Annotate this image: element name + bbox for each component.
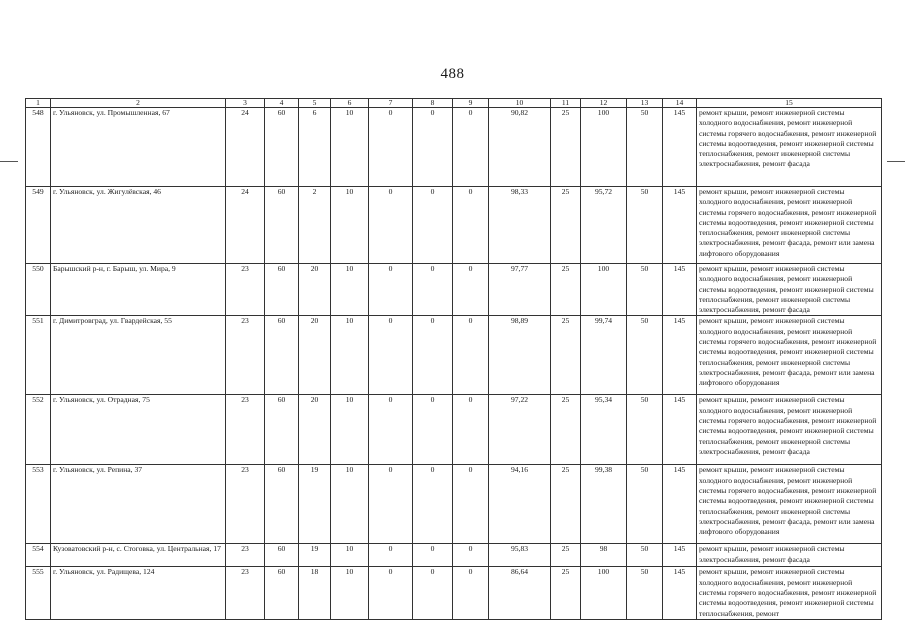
value-cell-col-9: 0 [453, 316, 489, 395]
value-cell-col-13: 50 [627, 108, 663, 187]
repair-works-cell: ремонт крыши, ремонт инженерной системы холодного водоснабжения, ремонт инженерной системы горячего водоснабжения, ремонт инженерной системы водоотведения, ремонт инженерной системы теплоснабжения, ремонт [697, 567, 882, 619]
value-cell-col-4: 60 [265, 567, 299, 619]
value-cell-col-7: 0 [369, 567, 413, 619]
table-row [26, 316, 882, 395]
value-cell-col-12: 100 [581, 108, 627, 187]
value-cell-col-10: 94,16 [489, 465, 551, 544]
value-cell-col-5: 20 [299, 264, 331, 316]
column-header-6: 6 [331, 99, 369, 108]
address-cell: г. Ульяновск, ул. Отрадная, 75 [51, 395, 226, 465]
address-cell: г. Димитровград, ул. Гвардейская, 55 [51, 316, 226, 395]
value-cell-col-3: 24 [226, 187, 265, 264]
value-cell-col-8: 0 [413, 108, 453, 187]
address-cell: г. Ульяновск, ул. Промышленная, 67 [51, 108, 226, 187]
value-cell-col-9: 0 [453, 544, 489, 567]
repair-works-cell: ремонт крыши, ремонт инженерной системы электроснабжения, ремонт фасада [697, 544, 882, 567]
column-header-10: 10 [489, 99, 551, 108]
table-row [26, 187, 882, 264]
value-cell-col-5: 20 [299, 395, 331, 465]
value-cell-col-7: 0 [369, 395, 413, 465]
value-cell-col-8: 0 [413, 264, 453, 316]
repair-works-cell: ремонт крыши, ремонт инженерной системы холодного водоснабжения, ремонт инженерной системы горячего водоснабжения, ремонт инженерной системы водоотведения, ремонт инженерной системы теплоснабжения, ремонт инженерной системы электроснабжения, ремонт фасада, ремонт или замена лифтового оборудования [697, 316, 882, 395]
table-row [26, 108, 882, 187]
column-header-7: 7 [369, 99, 413, 108]
value-cell-col-5: 18 [299, 567, 331, 619]
value-cell-col-9: 0 [453, 465, 489, 544]
column-header-15: 15 [697, 99, 882, 108]
value-cell-col-7: 0 [369, 544, 413, 567]
table-row [26, 264, 882, 316]
value-cell-col-4: 60 [265, 108, 299, 187]
value-cell-col-3: 23 [226, 395, 265, 465]
repair-works-cell: ремонт крыши, ремонт инженерной системы холодного водоснабжения, ремонт инженерной системы горячего водоснабжения, ремонт инженерной системы водоотведения, ремонт инженерной системы теплоснабжения, ремонт инженерной системы электроснабжения, ремонт фасада [697, 395, 882, 465]
value-cell-col-13: 50 [627, 544, 663, 567]
column-header-12: 12 [581, 99, 627, 108]
row-number: 548 [26, 108, 51, 187]
value-cell-col-13: 50 [627, 316, 663, 395]
value-cell-col-11: 25 [551, 316, 581, 395]
value-cell-col-11: 25 [551, 567, 581, 619]
row-number: 549 [26, 187, 51, 264]
repair-works-cell: ремонт крыши, ремонт инженерной системы холодного водоснабжения, ремонт инженерной системы горячего водоснабжения, ремонт инженерной системы водоотведения, ремонт инженерной системы теплоснабжения, ремонт инженерной системы электроснабжения, ремонт фасада, ремонт или замена лифтового оборудования [697, 465, 882, 544]
value-cell-col-9: 0 [453, 108, 489, 187]
value-cell-col-6: 10 [331, 187, 369, 264]
value-cell-col-8: 0 [413, 187, 453, 264]
value-cell-col-11: 25 [551, 108, 581, 187]
address-cell: г. Ульяновск, ул. Репина, 37 [51, 465, 226, 544]
value-cell-col-6: 10 [331, 108, 369, 187]
column-header-4: 4 [265, 99, 299, 108]
value-cell-col-7: 0 [369, 316, 413, 395]
value-cell-col-4: 60 [265, 316, 299, 395]
column-header-14: 14 [663, 99, 697, 108]
scan-mark-left [0, 161, 18, 162]
value-cell-col-13: 50 [627, 567, 663, 619]
address-cell: Кузоватовский р-н, с. Стоговка, ул. Центральная, 17 [51, 544, 226, 567]
value-cell-col-14: 145 [663, 465, 697, 544]
value-cell-col-5: 19 [299, 465, 331, 544]
column-header-13: 13 [627, 99, 663, 108]
value-cell-col-11: 25 [551, 187, 581, 264]
row-number: 553 [26, 465, 51, 544]
value-cell-col-11: 25 [551, 465, 581, 544]
value-cell-col-8: 0 [413, 465, 453, 544]
value-cell-col-8: 0 [413, 395, 453, 465]
value-cell-col-11: 25 [551, 544, 581, 567]
value-cell-col-9: 0 [453, 264, 489, 316]
repair-works-cell: ремонт крыши, ремонт инженерной системы холодного водоснабжения, ремонт инженерной системы горячего водоснабжения, ремонт инженерной системы водоотведения, ремонт инженерной системы теплоснабжения, ремонт инженерной системы электроснабжения, ремонт фасада [697, 108, 882, 187]
column-header-2: 2 [51, 99, 226, 108]
value-cell-col-11: 25 [551, 395, 581, 465]
table-row [26, 395, 882, 465]
value-cell-col-3: 23 [226, 567, 265, 619]
repair-works-cell: ремонт крыши, ремонт инженерной системы холодного водоснабжения, ремонт инженерной системы водоотведения, ремонт инженерной системы теплоснабжения, ремонт инженерной системы электроснабжения, ремонт фасада [697, 264, 882, 316]
value-cell-col-8: 0 [413, 567, 453, 619]
value-cell-col-14: 145 [663, 395, 697, 465]
page-number: 488 [440, 66, 465, 82]
value-cell-col-7: 0 [369, 108, 413, 187]
value-cell-col-8: 0 [413, 316, 453, 395]
value-cell-col-6: 10 [331, 395, 369, 465]
column-header-5: 5 [299, 99, 331, 108]
value-cell-col-6: 10 [331, 567, 369, 619]
value-cell-col-12: 98 [581, 544, 627, 567]
value-cell-col-7: 0 [369, 465, 413, 544]
column-number-row [26, 99, 882, 108]
column-header-1: 1 [26, 99, 51, 108]
repair-works-cell: ремонт крыши, ремонт инженерной системы холодного водоснабжения, ремонт инженерной системы горячего водоснабжения, ремонт инженерной системы водоотведения, ремонт инженерной системы теплоснабжения, ремонт инженерной системы электроснабжения, ремонт фасада, ремонт или замена лифтового оборудования [697, 187, 882, 264]
value-cell-col-12: 95,72 [581, 187, 627, 264]
value-cell-col-9: 0 [453, 395, 489, 465]
value-cell-col-5: 20 [299, 316, 331, 395]
table-row [26, 567, 882, 619]
value-cell-col-14: 145 [663, 264, 697, 316]
value-cell-col-13: 50 [627, 187, 663, 264]
value-cell-col-10: 97,77 [489, 264, 551, 316]
value-cell-col-4: 60 [265, 264, 299, 316]
value-cell-col-13: 50 [627, 264, 663, 316]
value-cell-col-6: 10 [331, 544, 369, 567]
value-cell-col-14: 145 [663, 187, 697, 264]
row-number: 550 [26, 264, 51, 316]
value-cell-col-5: 2 [299, 187, 331, 264]
scan-mark-right [887, 161, 905, 162]
value-cell-col-12: 100 [581, 567, 627, 619]
address-cell: Барышский р-н, г. Барыш, ул. Мира, 9 [51, 264, 226, 316]
value-cell-col-13: 50 [627, 395, 663, 465]
column-header-11: 11 [551, 99, 581, 108]
column-header-8: 8 [413, 99, 453, 108]
value-cell-col-7: 0 [369, 187, 413, 264]
row-number: 554 [26, 544, 51, 567]
value-cell-col-14: 145 [663, 316, 697, 395]
value-cell-col-10: 90,82 [489, 108, 551, 187]
row-number: 552 [26, 395, 51, 465]
value-cell-col-10: 95,83 [489, 544, 551, 567]
row-number: 551 [26, 316, 51, 395]
value-cell-col-11: 25 [551, 264, 581, 316]
value-cell-col-10: 97,22 [489, 395, 551, 465]
value-cell-col-12: 99,74 [581, 316, 627, 395]
value-cell-col-3: 23 [226, 465, 265, 544]
value-cell-col-12: 99,38 [581, 465, 627, 544]
value-cell-col-7: 0 [369, 264, 413, 316]
table-body [26, 108, 882, 620]
value-cell-col-12: 100 [581, 264, 627, 316]
value-cell-col-10: 98,89 [489, 316, 551, 395]
value-cell-col-5: 6 [299, 108, 331, 187]
column-header-3: 3 [226, 99, 265, 108]
value-cell-col-5: 19 [299, 544, 331, 567]
value-cell-col-9: 0 [453, 567, 489, 619]
value-cell-col-9: 0 [453, 187, 489, 264]
table-row [26, 544, 882, 567]
value-cell-col-3: 23 [226, 316, 265, 395]
table-row [26, 465, 882, 544]
value-cell-col-3: 23 [226, 544, 265, 567]
value-cell-col-12: 95,34 [581, 395, 627, 465]
row-number: 555 [26, 567, 51, 619]
value-cell-col-10: 86,64 [489, 567, 551, 619]
value-cell-col-10: 98,33 [489, 187, 551, 264]
column-header-9: 9 [453, 99, 489, 108]
value-cell-col-3: 24 [226, 108, 265, 187]
value-cell-col-4: 60 [265, 544, 299, 567]
value-cell-col-3: 23 [226, 264, 265, 316]
address-cell: г. Ульяновск, ул. Жигулёвская, 46 [51, 187, 226, 264]
value-cell-col-14: 145 [663, 544, 697, 567]
address-cell: г. Ульяновск, ул. Радищева, 124 [51, 567, 226, 619]
value-cell-col-6: 10 [331, 264, 369, 316]
value-cell-col-13: 50 [627, 465, 663, 544]
value-cell-col-4: 60 [265, 465, 299, 544]
value-cell-col-8: 0 [413, 544, 453, 567]
registry-table [25, 98, 882, 620]
value-cell-col-4: 60 [265, 187, 299, 264]
value-cell-col-4: 60 [265, 395, 299, 465]
value-cell-col-6: 10 [331, 465, 369, 544]
value-cell-col-14: 145 [663, 567, 697, 619]
value-cell-col-14: 145 [663, 108, 697, 187]
value-cell-col-6: 10 [331, 316, 369, 395]
